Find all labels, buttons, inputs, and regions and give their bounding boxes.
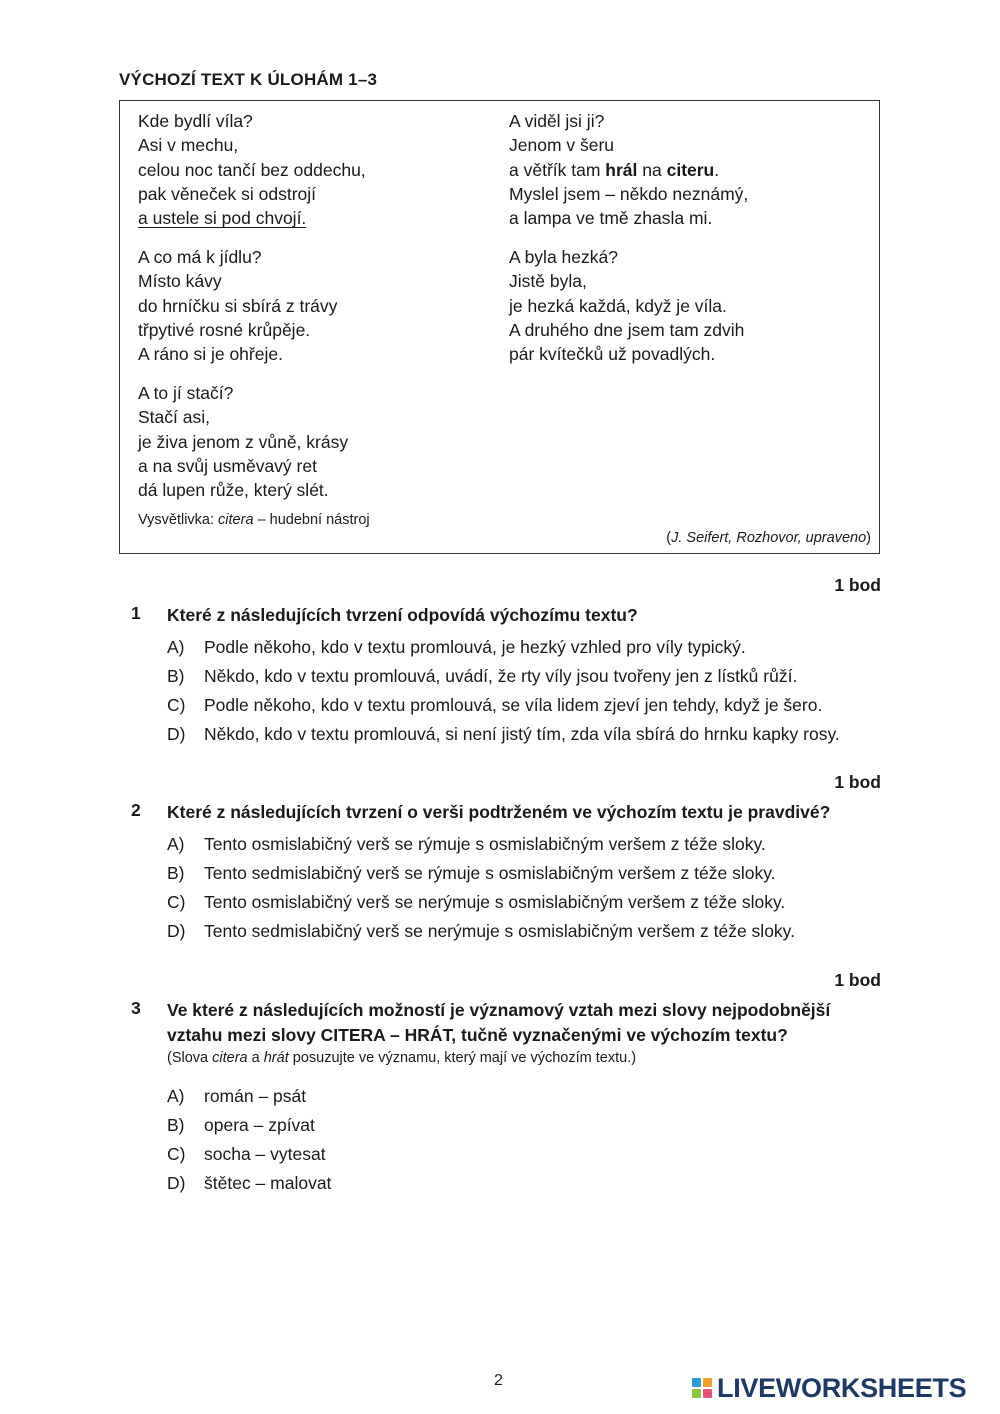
page-number: 2 — [494, 1372, 503, 1389]
poem-column-right — [509, 109, 748, 381]
bold-word-citeru: citeru — [666, 159, 715, 180]
section-heading: VÝCHOZÍ TEXT K ÚLOHÁM 1–3 — [119, 70, 378, 89]
question-number: 3 — [131, 998, 141, 1018]
logo-square-pink — [703, 1389, 712, 1398]
verse-line: Jenom v šeru — [509, 135, 615, 156]
verse-line: A viděl jsi ji? — [509, 111, 605, 131]
verse-line: je živa jenom z vůně, krásy — [138, 431, 349, 452]
liveworksheets-logo-text: LIVEWORKSHEETS — [717, 1372, 967, 1403]
stanza-4 — [509, 109, 748, 230]
question-hint: (Slova citera a hrát posuzujte ve významu, který mají ve výchozím textu.) — [167, 1050, 637, 1066]
verse-line: Asi v mechu, — [138, 135, 239, 156]
question-text: Které z následujících tvrzení o verši podtrženém ve výchozím textu je pravdivé? — [167, 802, 831, 822]
verse-line: celou noc tančí bez oddechu, — [138, 159, 366, 180]
question-text: Které z následujících tvrzení odpovídá výchozímu textu? — [167, 605, 638, 625]
stanza-1 — [138, 109, 366, 230]
stanza-2 — [138, 245, 366, 366]
liveworksheets-logo-icon — [692, 1378, 712, 1398]
verse-line: a lampa ve tmě zhasla mi. — [509, 208, 713, 229]
question-number: 2 — [131, 800, 141, 820]
question-text-line-1: Ve které z následujících možností je významový vztah mezi slovy nejpodobnější — [167, 1000, 831, 1020]
poem-column-left — [138, 109, 366, 517]
verse-line: A ráno si je ohřeje. — [138, 344, 283, 365]
verse-line: je hezká každá, když je víla. — [509, 295, 727, 316]
verse-line: Stačí asi, — [138, 407, 210, 428]
question-number: 1 — [131, 603, 141, 623]
underlined-verse-line: a ustele si pod chvojí. — [138, 208, 307, 229]
verse-line: Kde bydlí víla? — [138, 111, 253, 131]
verse-line: Jistě byla, — [509, 271, 587, 292]
points-label-q1: 1 bod — [834, 575, 881, 595]
logo-square-green — [692, 1389, 701, 1398]
stanza-5 — [509, 245, 748, 366]
verse-line: A co má k jídlu? — [138, 246, 262, 267]
verse-line: pak věneček si odstrojí — [138, 183, 317, 204]
logo-square-orange — [703, 1378, 712, 1387]
logo-square-blue — [692, 1378, 701, 1387]
question-text-line-2: vztahu mezi slovy CITERA – HRÁT, tučně vyznačenými ve výchozím textu? — [167, 1025, 788, 1045]
stanza-3 — [138, 381, 366, 502]
verse-line: A druhého dne jsem tam zdvih — [509, 319, 745, 340]
explanatory-note: Vysvětlivka: citera – hudební nástroj — [138, 512, 370, 528]
verse-line: Myslel jsem – někdo neznámý, — [509, 183, 749, 204]
verse-line: a na svůj usměvavý ret — [138, 455, 317, 476]
verse-line: pár kvítečků už povadlých. — [509, 344, 716, 365]
source-text-box — [119, 100, 880, 554]
points-label-q3: 1 bod — [834, 970, 881, 990]
verse-line: A byla hezká? — [509, 246, 618, 267]
source-citation: (J. Seifert, Rozhovor, upraveno) — [666, 530, 871, 546]
liveworksheets-logo[interactable] — [692, 1370, 966, 1406]
verse-line: do hrníčku si sbírá z trávy — [138, 295, 338, 316]
question-text — [167, 998, 830, 1048]
verse-line-with-bold: a větřík tam hrál na citeru. — [509, 159, 720, 180]
verse-line: Místo kávy — [138, 271, 222, 292]
verse-line: dá lupen růže, který slét. — [138, 480, 329, 501]
verse-line: A to jí stačí? — [138, 382, 234, 403]
points-label-q2: 1 bod — [834, 772, 881, 792]
verse-line: třpytivé rosné krůpěje. — [138, 319, 311, 340]
bold-word-hral: hrál — [605, 159, 638, 180]
